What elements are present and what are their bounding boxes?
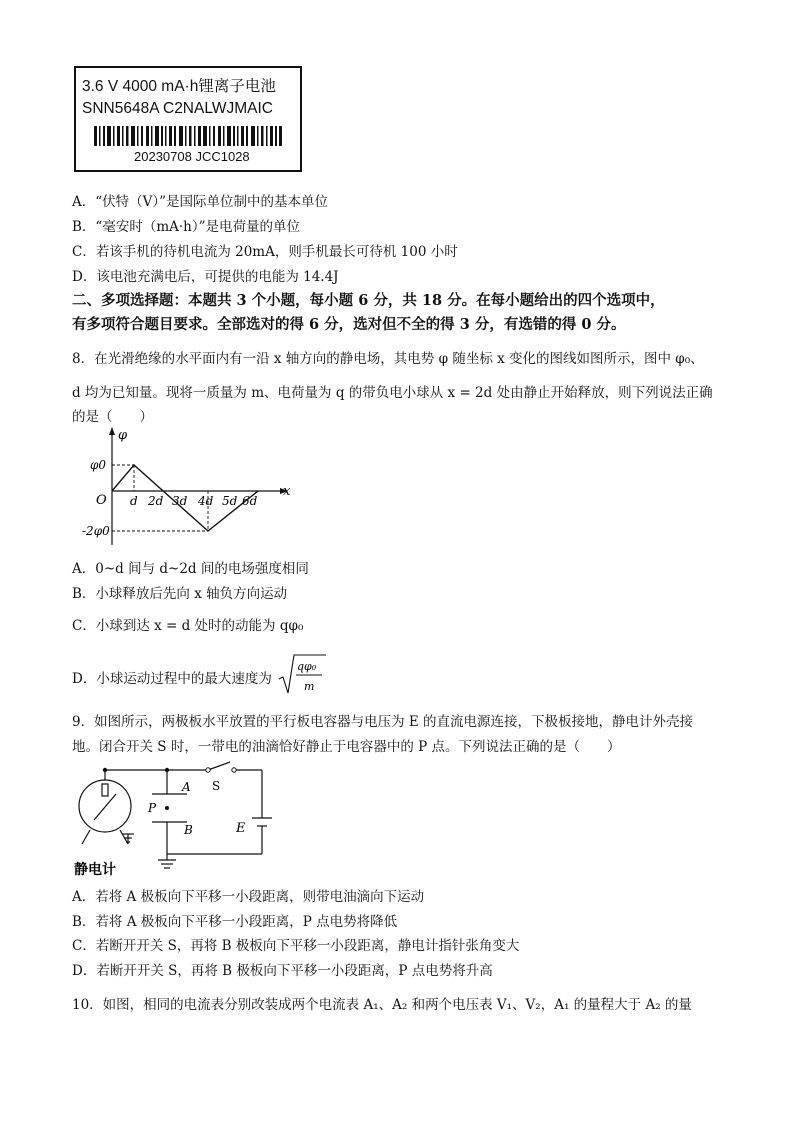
origin-label: O bbox=[96, 493, 107, 508]
electrometer-label: 静电计 bbox=[74, 862, 116, 878]
q7-option-a: A．“伏特（V）”是国际单位制中的基本单位 bbox=[72, 194, 329, 210]
q8-option-d: D．小球运动过程中的最大速度为 bbox=[72, 671, 272, 687]
y-tick-phi0: φ0 bbox=[90, 458, 107, 472]
q9-stem-line1: 9．如图所示，两极板水平放置的平行板电容器与电压为 E 的直流电源连接，下极板接地，静电计外壳接 bbox=[72, 714, 694, 730]
electrometer-body bbox=[79, 780, 131, 832]
q7-option-c: C．若该手机的待机电流为 20mA，则手机最长可待机 100 小时 bbox=[72, 244, 458, 260]
q8-potential-graph bbox=[82, 425, 297, 550]
q7-option-d: D．该电池充满电后，可提供的电能为 14.4J bbox=[72, 269, 339, 285]
q8-stem-line2: d 均为已知量。现将一质量为 m、电荷量为 q 的带负电小球从 x = 2d 处由静止开始释放，则下列说法正确 bbox=[72, 385, 713, 401]
q8-option-b: B．小球释放后先向 x 轴负方向运动 bbox=[72, 586, 288, 602]
x-tick-3d: 3d bbox=[172, 494, 188, 508]
battery-serial-text: SNN5648A C2NALWJMAIC bbox=[82, 100, 273, 117]
q8-option-c: C．小球到达 x = d 处时的动能为 qφ₀ bbox=[72, 618, 304, 634]
switch-label: S bbox=[212, 779, 221, 793]
q9-stem-line2: 地。闭合开关 S 时，一带电的油滴恰好静止于电容器中的 P 点。下列说法正确的是（ ） bbox=[72, 739, 621, 755]
x-tick-5d: 5d bbox=[222, 494, 238, 508]
plate-a-label: A bbox=[182, 780, 191, 794]
source-e-label: E bbox=[236, 821, 246, 836]
q9-option-d: D．若断开开关 S，再将 B 极板向下平移一小段距离，P 点电势将升高 bbox=[72, 963, 493, 979]
q7-option-b: B．“毫安时（mA·h）”是电荷量的单位 bbox=[72, 219, 301, 235]
x-tick-d: d bbox=[130, 494, 138, 508]
sqrt-numerator: qφ₀ bbox=[297, 660, 317, 673]
battery-date-code-text: 20230708 JCC1028 bbox=[134, 149, 250, 164]
q9-option-a: A．若将 A 极板向下平移一小段距离，则带电油滴向下运动 bbox=[72, 889, 425, 905]
q9-option-b: B．若将 A 极板向下平移一小段距离，P 点电势将降低 bbox=[72, 914, 398, 930]
point-p-label: P bbox=[148, 801, 157, 815]
section2-heading-line2: 有多项符合题目要求。全部选对的得 6 分，选对但不全的得 3 分，有选错的得 0 分。 bbox=[72, 316, 626, 333]
battery-spec-text: 3.6 V 4000 mA·h锂离子电池 bbox=[82, 78, 276, 95]
sqrt-expression bbox=[278, 653, 328, 697]
plate-b-label: B bbox=[184, 823, 193, 837]
x-tick-4d: 4d bbox=[198, 494, 214, 508]
barcode-graphic bbox=[94, 126, 282, 146]
sqrt-denominator: m bbox=[304, 680, 315, 693]
q8-option-a: A．0~d 间与 d~2d 间的电场强度相同 bbox=[72, 561, 309, 577]
q9-option-c: C．若断开开关 S，再将 B 极板向下平移一小段距离，静电计指针张角变大 bbox=[72, 938, 520, 954]
x-tick-2d: 2d bbox=[148, 494, 164, 508]
q8-stem-line1: 8．在光滑绝缘的水平面内有一沿 x 轴方向的静电场，其电势 φ 随坐标 x 变化的图线如图所示，图中 φ₀、 bbox=[72, 351, 704, 367]
x-tick-6d: 6d bbox=[242, 494, 258, 508]
x-axis-label: x bbox=[283, 484, 291, 499]
y-axis-arrow-icon bbox=[109, 427, 115, 435]
y-axis-label: φ bbox=[118, 428, 128, 443]
point-p-dot bbox=[165, 806, 169, 810]
switch-blade bbox=[208, 762, 230, 770]
y-tick-neg2phi0: -2φ0 bbox=[82, 524, 110, 538]
section2-heading-line1: 二、多项选择题：本题共 3 个小题，每小题 6 分，共 18 分。在每小题给出的四个选项中， bbox=[72, 292, 665, 309]
q8-stem-line3: 的是（ ） bbox=[72, 409, 153, 425]
q9-circuit-diagram bbox=[72, 760, 282, 878]
electrometer-needle bbox=[94, 794, 116, 820]
battery-label-image bbox=[74, 66, 302, 172]
q10-stem-line1: 10．如图，相同的电流表分别改装成两个电流表 A₁、A₂ 和两个电压表 V₁、V₂，A₁ 的量程大于 A₂ 的量 bbox=[72, 997, 692, 1013]
